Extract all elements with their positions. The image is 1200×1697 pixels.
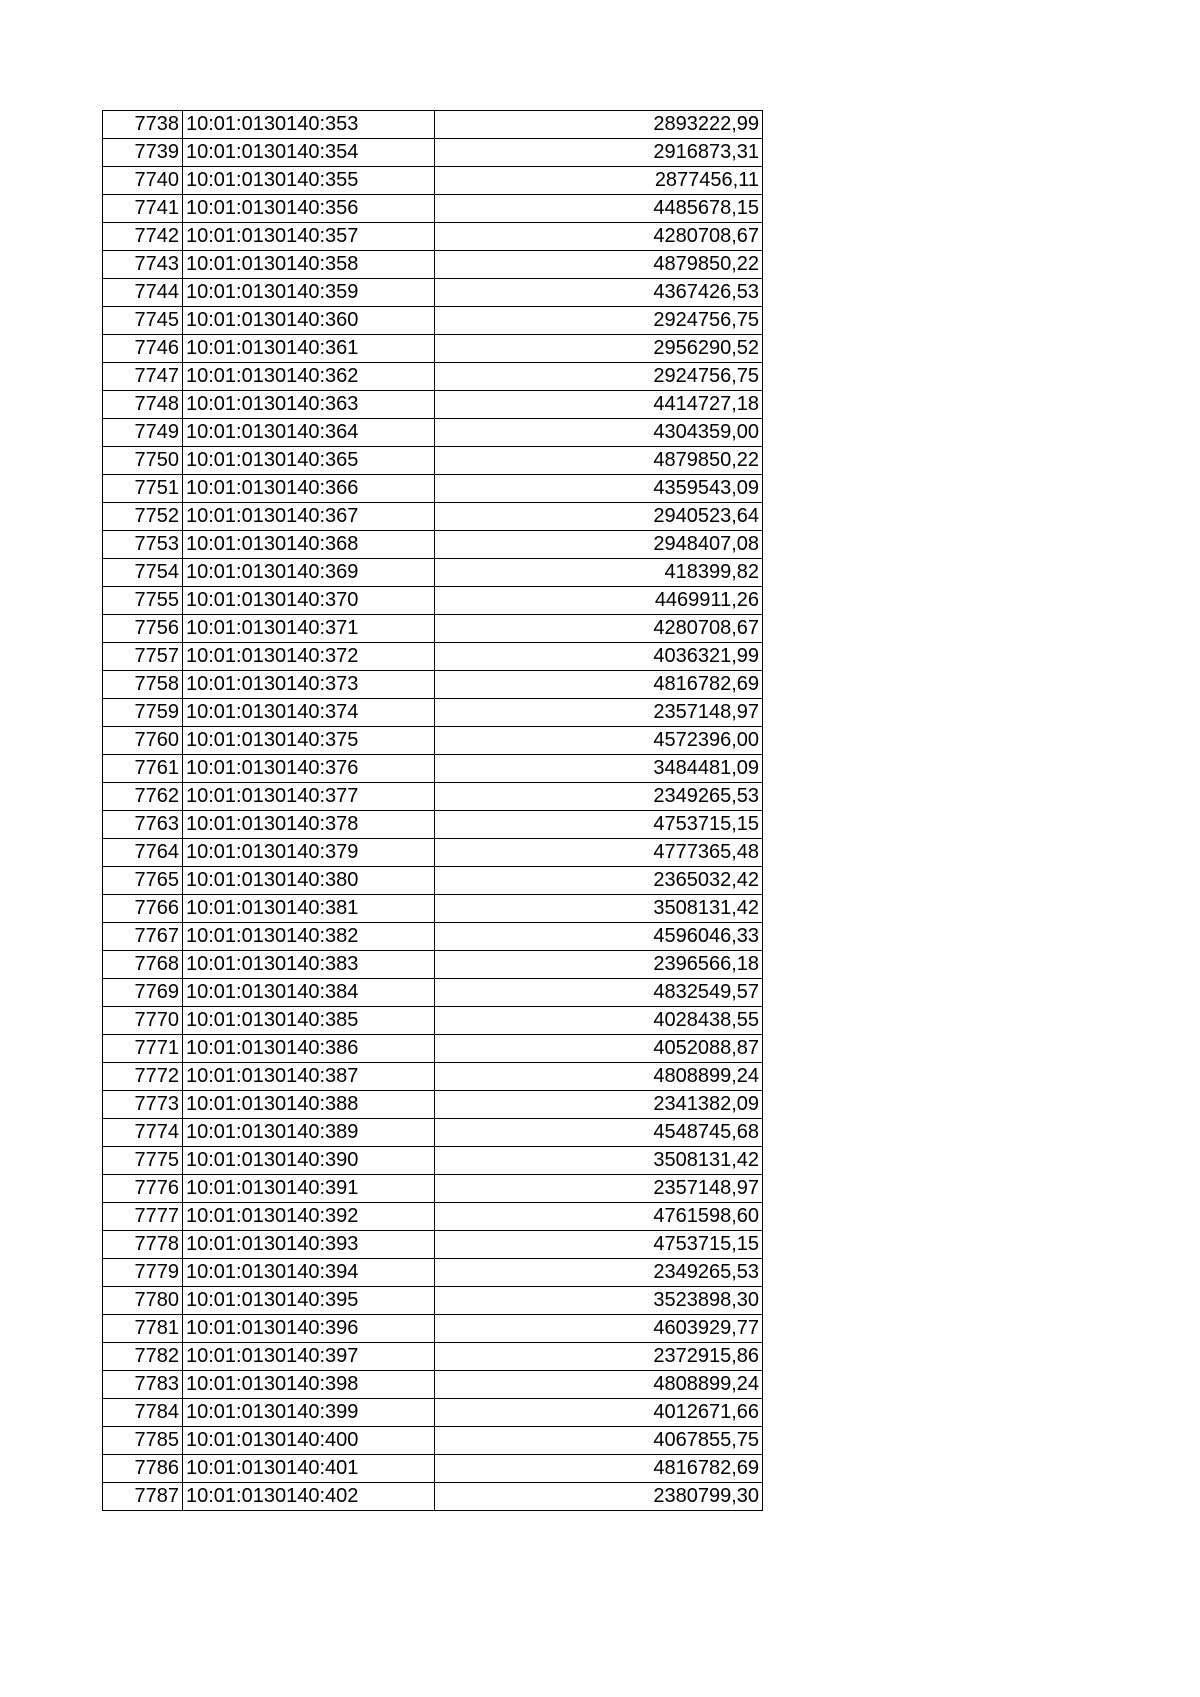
cadastral-number-cell: 10:01:0130140:393 — [183, 1231, 435, 1259]
cadastral-value-cell: 2948407,08 — [435, 531, 763, 559]
table-row — [103, 587, 763, 615]
table-row — [103, 447, 763, 475]
row-number-cell: 7742 — [103, 223, 183, 251]
cadastral-number-cell: 10:01:0130140:382 — [183, 923, 435, 951]
cadastral-number-cell: 10:01:0130140:355 — [183, 167, 435, 195]
cadastral-number-cell: 10:01:0130140:375 — [183, 727, 435, 755]
cadastral-value-cell: 2357148,97 — [435, 1175, 763, 1203]
table-row — [103, 167, 763, 195]
row-number-cell: 7774 — [103, 1119, 183, 1147]
table-row — [103, 1147, 763, 1175]
cadastral-value-cell: 2349265,53 — [435, 1259, 763, 1287]
cadastral-number-cell: 10:01:0130140:395 — [183, 1287, 435, 1315]
row-number-cell: 7781 — [103, 1315, 183, 1343]
table-row — [103, 111, 763, 139]
cadastral-number-cell: 10:01:0130140:372 — [183, 643, 435, 671]
cadastral-value-cell: 2372915,86 — [435, 1343, 763, 1371]
row-number-cell: 7760 — [103, 727, 183, 755]
row-number-cell: 7744 — [103, 279, 183, 307]
cadastral-value-cell: 4280708,67 — [435, 615, 763, 643]
cadastral-value-cell: 3484481,09 — [435, 755, 763, 783]
table-row — [103, 1007, 763, 1035]
cadastral-value-cell: 4359543,09 — [435, 475, 763, 503]
table-row — [103, 531, 763, 559]
table-row — [103, 951, 763, 979]
cadastral-number-cell: 10:01:0130140:365 — [183, 447, 435, 475]
row-number-cell: 7754 — [103, 559, 183, 587]
table-row — [103, 895, 763, 923]
cadastral-number-cell: 10:01:0130140:394 — [183, 1259, 435, 1287]
cadastral-number-cell: 10:01:0130140:400 — [183, 1427, 435, 1455]
row-number-cell: 7782 — [103, 1343, 183, 1371]
table-row — [103, 139, 763, 167]
row-number-cell: 7753 — [103, 531, 183, 559]
row-number-cell: 7747 — [103, 363, 183, 391]
row-number-cell: 7767 — [103, 923, 183, 951]
table-row — [103, 1371, 763, 1399]
table-row — [103, 923, 763, 951]
table-row — [103, 699, 763, 727]
cadastral-value-cell: 2357148,97 — [435, 699, 763, 727]
row-number-cell: 7766 — [103, 895, 183, 923]
table-row — [103, 279, 763, 307]
table-row — [103, 671, 763, 699]
row-number-cell: 7761 — [103, 755, 183, 783]
cadastral-value-cell: 4596046,33 — [435, 923, 763, 951]
cadastral-number-cell: 10:01:0130140:358 — [183, 251, 435, 279]
table-row — [103, 1315, 763, 1343]
cadastral-number-cell: 10:01:0130140:392 — [183, 1203, 435, 1231]
cadastral-value-cell: 4603929,77 — [435, 1315, 763, 1343]
table-row — [103, 839, 763, 867]
row-number-cell: 7749 — [103, 419, 183, 447]
cadastral-value-cell: 4816782,69 — [435, 1455, 763, 1483]
table-row — [103, 1455, 763, 1483]
cadastral-number-cell: 10:01:0130140:373 — [183, 671, 435, 699]
cadastral-number-cell: 10:01:0130140:364 — [183, 419, 435, 447]
cadastral-value-cell: 3508131,42 — [435, 895, 763, 923]
row-number-cell: 7771 — [103, 1035, 183, 1063]
row-number-cell: 7756 — [103, 615, 183, 643]
row-number-cell: 7743 — [103, 251, 183, 279]
table-row — [103, 419, 763, 447]
cadastral-value-cell: 4304359,00 — [435, 419, 763, 447]
row-number-cell: 7763 — [103, 811, 183, 839]
table-row — [103, 1119, 763, 1147]
cadastral-value-cell: 4879850,22 — [435, 251, 763, 279]
row-number-cell: 7787 — [103, 1483, 183, 1511]
cadastral-number-cell: 10:01:0130140:362 — [183, 363, 435, 391]
row-number-cell: 7765 — [103, 867, 183, 895]
cadastral-number-cell: 10:01:0130140:376 — [183, 755, 435, 783]
row-number-cell: 7784 — [103, 1399, 183, 1427]
cadastral-value-cell: 4808899,24 — [435, 1371, 763, 1399]
row-number-cell: 7748 — [103, 391, 183, 419]
row-number-cell: 7746 — [103, 335, 183, 363]
cadastral-value-cell: 4548745,68 — [435, 1119, 763, 1147]
cadastral-number-cell: 10:01:0130140:356 — [183, 195, 435, 223]
cadastral-number-cell: 10:01:0130140:384 — [183, 979, 435, 1007]
table-row — [103, 503, 763, 531]
table-row — [103, 979, 763, 1007]
row-number-cell: 7776 — [103, 1175, 183, 1203]
cadastral-value-cell: 2924756,75 — [435, 307, 763, 335]
cadastral-number-cell: 10:01:0130140:359 — [183, 279, 435, 307]
cadastral-value-cell: 4761598,60 — [435, 1203, 763, 1231]
table-row — [103, 1427, 763, 1455]
table-row — [103, 1287, 763, 1315]
row-number-cell: 7762 — [103, 783, 183, 811]
cadastral-number-cell: 10:01:0130140:370 — [183, 587, 435, 615]
table-row — [103, 195, 763, 223]
cadastral-value-table — [102, 110, 763, 1511]
cadastral-value-cell: 2893222,99 — [435, 111, 763, 139]
table-row — [103, 1175, 763, 1203]
cadastral-number-cell: 10:01:0130140:379 — [183, 839, 435, 867]
table-row — [103, 867, 763, 895]
cadastral-value-cell: 2956290,52 — [435, 335, 763, 363]
row-number-cell: 7759 — [103, 699, 183, 727]
cadastral-number-cell: 10:01:0130140:391 — [183, 1175, 435, 1203]
table-row — [103, 559, 763, 587]
table-row — [103, 1063, 763, 1091]
cadastral-number-cell: 10:01:0130140:366 — [183, 475, 435, 503]
cadastral-value-cell: 4832549,57 — [435, 979, 763, 1007]
row-number-cell: 7741 — [103, 195, 183, 223]
row-number-cell: 7768 — [103, 951, 183, 979]
row-number-cell: 7751 — [103, 475, 183, 503]
row-number-cell: 7745 — [103, 307, 183, 335]
table-row — [103, 783, 763, 811]
row-number-cell: 7770 — [103, 1007, 183, 1035]
cadastral-number-cell: 10:01:0130140:357 — [183, 223, 435, 251]
cadastral-number-cell: 10:01:0130140:367 — [183, 503, 435, 531]
row-number-cell: 7779 — [103, 1259, 183, 1287]
cadastral-value-cell: 4469911,26 — [435, 587, 763, 615]
cadastral-value-cell: 4052088,87 — [435, 1035, 763, 1063]
cadastral-value-cell: 4485678,15 — [435, 195, 763, 223]
cadastral-value-cell: 2380799,30 — [435, 1483, 763, 1511]
cadastral-number-cell: 10:01:0130140:360 — [183, 307, 435, 335]
cadastral-value-cell: 4572396,00 — [435, 727, 763, 755]
row-number-cell: 7780 — [103, 1287, 183, 1315]
row-number-cell: 7752 — [103, 503, 183, 531]
row-number-cell: 7786 — [103, 1455, 183, 1483]
cadastral-number-cell: 10:01:0130140:388 — [183, 1091, 435, 1119]
table-row — [103, 335, 763, 363]
cadastral-value-cell: 2396566,18 — [435, 951, 763, 979]
cadastral-number-cell: 10:01:0130140:396 — [183, 1315, 435, 1343]
cadastral-number-cell: 10:01:0130140:378 — [183, 811, 435, 839]
table-row — [103, 1259, 763, 1287]
table-row — [103, 475, 763, 503]
row-number-cell: 7755 — [103, 587, 183, 615]
row-number-cell: 7785 — [103, 1427, 183, 1455]
table-row — [103, 1035, 763, 1063]
cadastral-number-cell: 10:01:0130140:390 — [183, 1147, 435, 1175]
table-row — [103, 755, 763, 783]
cadastral-value-cell: 3508131,42 — [435, 1147, 763, 1175]
cadastral-value-cell: 4012671,66 — [435, 1399, 763, 1427]
table-row — [103, 1231, 763, 1259]
cadastral-number-cell: 10:01:0130140:398 — [183, 1371, 435, 1399]
table-row — [103, 1483, 763, 1511]
cadastral-value-cell: 4879850,22 — [435, 447, 763, 475]
cadastral-number-cell: 10:01:0130140:363 — [183, 391, 435, 419]
row-number-cell: 7750 — [103, 447, 183, 475]
cadastral-number-cell: 10:01:0130140:380 — [183, 867, 435, 895]
table-row — [103, 615, 763, 643]
cadastral-number-cell: 10:01:0130140:385 — [183, 1007, 435, 1035]
cadastral-value-cell: 4036321,99 — [435, 643, 763, 671]
cadastral-value-cell: 4816782,69 — [435, 671, 763, 699]
row-number-cell: 7775 — [103, 1147, 183, 1175]
table-row — [103, 251, 763, 279]
cadastral-value-cell: 4414727,18 — [435, 391, 763, 419]
cadastral-number-cell: 10:01:0130140:374 — [183, 699, 435, 727]
row-number-cell: 7764 — [103, 839, 183, 867]
table-body — [103, 111, 763, 1511]
cadastral-value-cell: 4367426,53 — [435, 279, 763, 307]
cadastral-value-cell: 4753715,15 — [435, 1231, 763, 1259]
cadastral-value-cell: 2365032,42 — [435, 867, 763, 895]
cadastral-number-cell: 10:01:0130140:383 — [183, 951, 435, 979]
cadastral-number-cell: 10:01:0130140:387 — [183, 1063, 435, 1091]
row-number-cell: 7773 — [103, 1091, 183, 1119]
cadastral-value-cell: 4777365,48 — [435, 839, 763, 867]
row-number-cell: 7778 — [103, 1231, 183, 1259]
row-number-cell: 7740 — [103, 167, 183, 195]
row-number-cell: 7738 — [103, 111, 183, 139]
row-number-cell: 7777 — [103, 1203, 183, 1231]
cadastral-number-cell: 10:01:0130140:354 — [183, 139, 435, 167]
table-row — [103, 307, 763, 335]
row-number-cell: 7783 — [103, 1371, 183, 1399]
cadastral-number-cell: 10:01:0130140:368 — [183, 531, 435, 559]
table-row — [103, 643, 763, 671]
cadastral-value-cell: 4808899,24 — [435, 1063, 763, 1091]
table-row — [103, 727, 763, 755]
cadastral-number-cell: 10:01:0130140:402 — [183, 1483, 435, 1511]
table-row — [103, 391, 763, 419]
cadastral-number-cell: 10:01:0130140:371 — [183, 615, 435, 643]
row-number-cell: 7757 — [103, 643, 183, 671]
cadastral-number-cell: 10:01:0130140:397 — [183, 1343, 435, 1371]
cadastral-number-cell: 10:01:0130140:399 — [183, 1399, 435, 1427]
cadastral-value-cell: 2877456,11 — [435, 167, 763, 195]
row-number-cell: 7769 — [103, 979, 183, 1007]
table-row — [103, 811, 763, 839]
cadastral-value-cell: 2924756,75 — [435, 363, 763, 391]
cadastral-number-cell: 10:01:0130140:389 — [183, 1119, 435, 1147]
cadastral-number-cell: 10:01:0130140:377 — [183, 783, 435, 811]
table-row — [103, 1091, 763, 1119]
cadastral-value-cell: 2349265,53 — [435, 783, 763, 811]
cadastral-value-cell: 4028438,55 — [435, 1007, 763, 1035]
cadastral-value-cell: 4280708,67 — [435, 223, 763, 251]
cadastral-value-cell: 2341382,09 — [435, 1091, 763, 1119]
row-number-cell: 7758 — [103, 671, 183, 699]
cadastral-number-cell: 10:01:0130140:369 — [183, 559, 435, 587]
cadastral-value-cell: 4753715,15 — [435, 811, 763, 839]
table-row — [103, 223, 763, 251]
cadastral-value-cell: 4067855,75 — [435, 1427, 763, 1455]
table-row — [103, 1399, 763, 1427]
cadastral-number-cell: 10:01:0130140:401 — [183, 1455, 435, 1483]
row-number-cell: 7772 — [103, 1063, 183, 1091]
table-row — [103, 363, 763, 391]
table-row — [103, 1203, 763, 1231]
cadastral-value-cell: 2940523,64 — [435, 503, 763, 531]
row-number-cell: 7739 — [103, 139, 183, 167]
cadastral-number-cell: 10:01:0130140:386 — [183, 1035, 435, 1063]
cadastral-value-cell: 3523898,30 — [435, 1287, 763, 1315]
cadastral-number-cell: 10:01:0130140:381 — [183, 895, 435, 923]
cadastral-number-cell: 10:01:0130140:353 — [183, 111, 435, 139]
table-row — [103, 1343, 763, 1371]
cadastral-value-cell: 2916873,31 — [435, 139, 763, 167]
cadastral-value-cell: 418399,82 — [435, 559, 763, 587]
cadastral-number-cell: 10:01:0130140:361 — [183, 335, 435, 363]
